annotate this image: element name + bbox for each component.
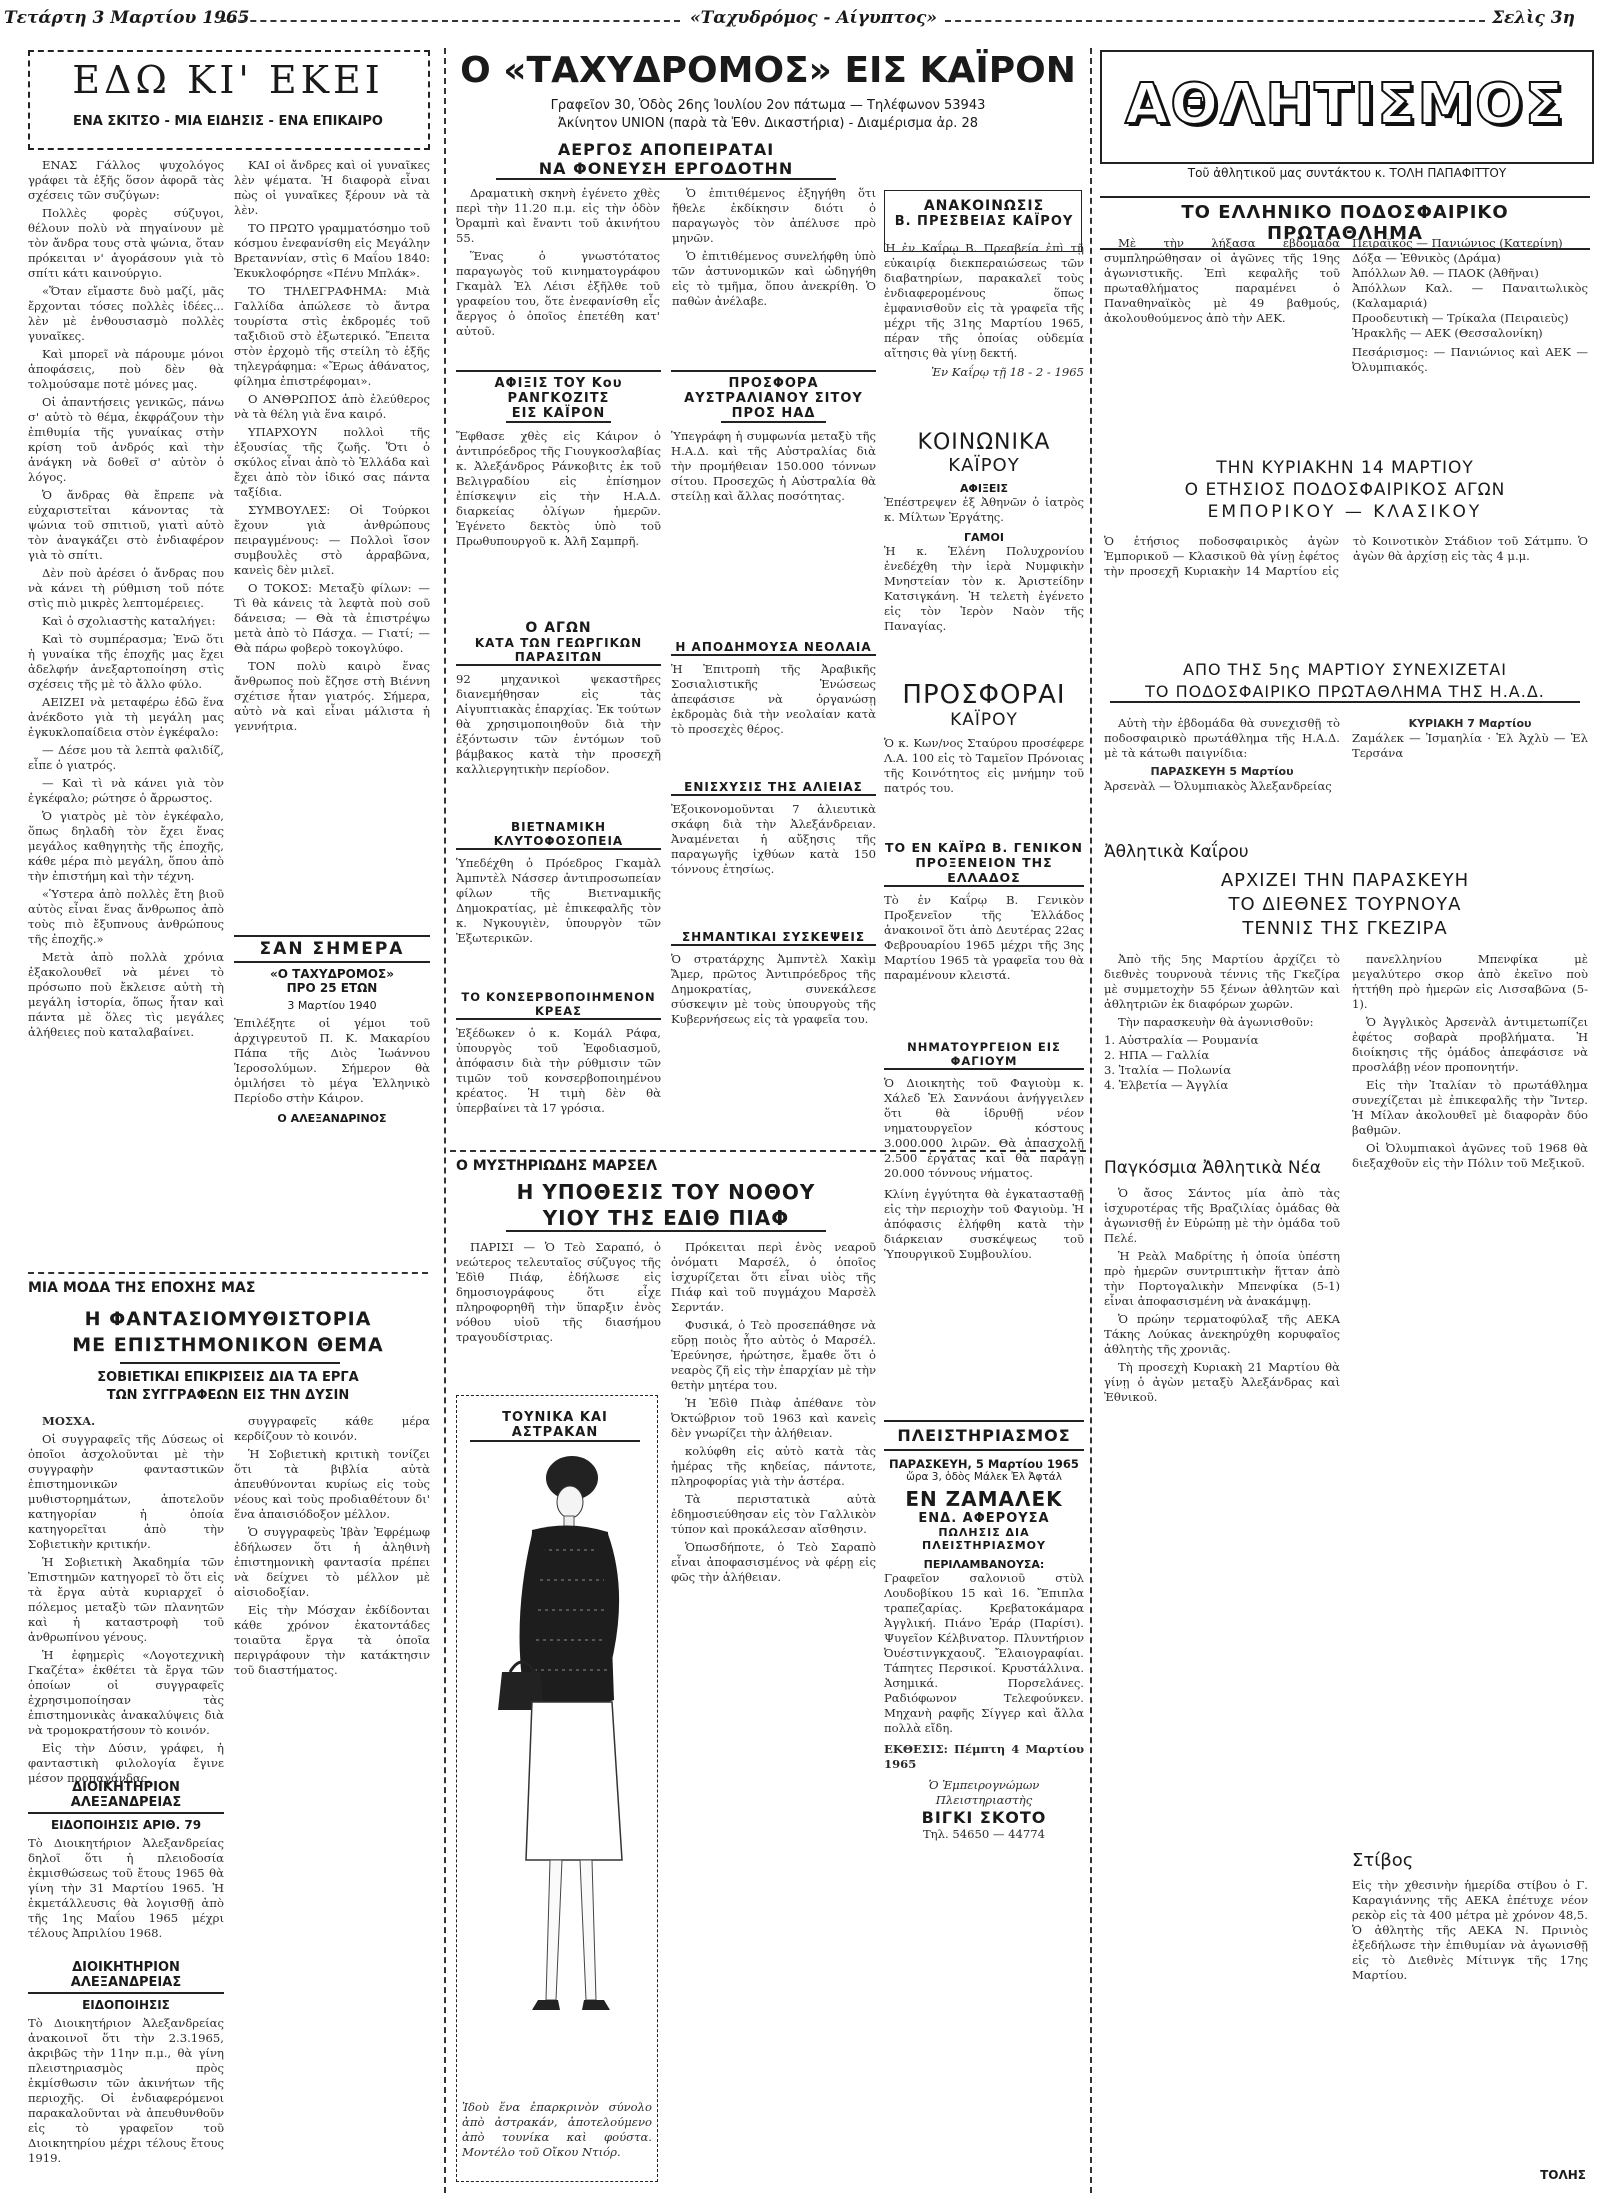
article-vietnam — [456, 820, 661, 980]
edo-para: «Ὅταν εἴμαστε δυὸ μαζί, μᾶς ἔρχονται τόσες πολλὲς ἰδέες... λὲν μὲ ἐνθουσιασμὸ πολλὲς γυναῖκες. — [28, 284, 224, 343]
result-row: Ἀπόλλων Ἀθ. — ΠΑΟΚ (Ἀθῆναι) — [1352, 266, 1539, 280]
auctioneer-name: ΒΙΓΚΙ ΣΚΟΤΟ — [921, 1808, 1047, 1827]
fashion-figure-illustration — [462, 1440, 652, 2080]
ergos-text — [456, 186, 876, 339]
edo-para: Καὶ μπορεῖ νὰ πάρουμε μόνοι ἀποφάσεις, ποὺ δὲν θὰ τολμούσαμε ποτὲ μόνες μας. — [28, 347, 224, 391]
col-sep-1 — [444, 48, 446, 2193]
greek-league-para: Μὲ τὴν λήξασα ἑβδομάδα συμπληρώθησαν οἱ ἀγῶνες τῆς 19ης ἀγωνιστικῆς. Ἐπὶ κεφαλῆς τοῦ πρωταθλήματος παραμένει ὁ Παναθηναϊκὸς μὲ 49 βαθμούς, ἀκολουθούμενος ἀπὸ τὴν ΑΕΚ. — [1104, 236, 1340, 325]
auctioneer: Ὁ Ἐμπειρογνώμων Πλειστηριαστὴς — [928, 1778, 1040, 1807]
san-simera-date: 3 Μαρτίου 1940 — [287, 999, 377, 1012]
fashion-title: ΤΟΥΝΙΚΑ ΚΑΙ ΑΣΤΡΑΚΑΝ — [470, 1410, 640, 1442]
edo-item: ΤΟ ΠΡΩΤΟ γραμματόσημο τοῦ κόσμου ἐνεφανίσθη εἰς Μεγάλην Βρεταννίαν, στὶς 6 Μαΐου 1840: Ἐκυκλοφόρησε «Πένυ Μπλάκ». — [234, 221, 430, 280]
had-title-1: ΑΠΟ ΤΗΣ 5ης ΜΑΡΤΙΟΥ ΣΥΝΕΧΙΖΕΤΑΙ — [1183, 660, 1507, 679]
koinonika-title-2: ΚΑΪΡΟΥ — [948, 455, 1020, 476]
sitou-text: Ὑπεγράφη ἡ συμφωνία μεταξὺ τῆς Η.Α.Δ. καὶ τῆς Αὐστραλίας διὰ τὴν προμήθειαν 150.000 τόννων σίτου. Προσεχῶς ἡ Αὐστραλία θὰ στείλῃ καὶ ἄλλας ποσότητας. — [671, 429, 876, 503]
cairo-address-1: Γραφεῖον 30, Ὁδὸς 26ης Ἰουλίου 2ον πάτωμα — Τηλέφωνον 53943 — [550, 98, 986, 113]
nothou-para: Τὰ περιστατικὰ αὐτὰ ἐδημοσιεύθησαν εἰς τὸν Γαλλικὸν τύπον καὶ προκάλεσαν αἴσθησιν. — [671, 1492, 876, 1536]
notice-2-sub: ΕΙΔΟΠΟΙΗΣΙΣ — [82, 1998, 170, 2012]
prosforai-text: Ὁ κ. Κων/νος Σταύρου προσέφερε Λ.Α. 100 εἰς τὸ Ταμεῖον Πρόνοιας τῆς Κοινότητος εἰς μνήμην τοῦ πατρός του. — [884, 736, 1084, 795]
article-sitou — [671, 370, 876, 636]
edo-para: — Καὶ τὶ νὰ κάνει γιὰ τὸν ἐγκέφαλο; ρώτησε ὁ ἄρρωστος. — [28, 776, 224, 805]
proxeneion — [884, 840, 1084, 1030]
nothou-para: κολύφθη εἰς αὐτὸ κατὰ τὰς ἡμέρας τῆς κηδείας, πάντοτε, πληροφορίας γιὰ τὴν ἀστέρα. — [671, 1444, 876, 1488]
prosforai-title-1: ΠΡΟΣΦΟΡΑΙ — [902, 680, 1066, 710]
paper-name: «Ταχυδρόμος - Αίγυπτος» — [690, 8, 937, 28]
moda-para: συγγραφεῖς κάθε μέρα κερδίζουν τὸ κοινόν. — [234, 1414, 430, 1443]
had-day-2: ΚΥΡΙΑΚΗ 7 Μαρτίου — [1408, 717, 1532, 730]
notice-1-title: ΔΙΟΙΚΗΤΗΡΙΟΝ ΑΛΕΞΑΝΔΡΕΙΑΣ — [28, 1780, 224, 1814]
moda-para: Ὁ συγγραφεὺς Ἰβὰν Ἐφρέμωφ ἐδήλωσεν ὅτι ἡ ἀληθινὴ ἐπιστημονικὴ φαντασία πρέπει νὰ δείχνει τὸ μέλλον μὲ αἰσιοδοξίαν. — [234, 1525, 430, 1599]
edo-para: — Δέσε μου τὰ λεπτὰ φαλιδίζ, εἶπε ὁ γιατρός. — [28, 743, 224, 772]
afixeis-head: ΑΦΙΞΕΙΣ — [959, 482, 1009, 495]
anakoinosis-box — [884, 190, 1082, 252]
edo-para: Δὲν ποὺ ἀρέσει ὁ ἄνδρας που νὰ κάνει τὴ ρύθμιση τοῦ πότε στὶς πιὸ μικρὲς λεπτομέρειες. — [28, 566, 224, 610]
edo-para: Ὁ γιατρὸς μὲ τὸν ἐγκέφαλο, ὅπως δηλαδὴ τὸν ἔχει ἕνας μεγάλος καθηγητὴς τῆς ἐποχῆς, κάθε μέρα πιὸ μεγάλη, ὅπου ἀπὸ τὴν ἐπιστήμη καὶ τὴν τέχνη. — [28, 809, 224, 883]
notice-1-text: Τὸ Διοικητήριον Ἀλεξανδρείας δηλοῖ ὅτι ἡ πλειοδοσία ἐκμισθώσεως τοῦ ἔτους 1965 θὰ γίνη τὴν 31 Μαρτίου 1965. Ἡ ἐκμετάλλευσις θὰ λογισθῇ ἀπὸ τῆς 1ης Μαΐου 1965 μέχρι τέλους Ἀπριλίου 1968. — [28, 1836, 224, 1940]
rangkosits-title-2: ΕΙΣ ΚΑΪΡΟΝ — [506, 406, 611, 423]
tennis-match: 3. Ἰταλία — Πολωνία — [1104, 1063, 1232, 1077]
nothou-title-2: ΥΙΟΥ ΤΗΣ ΕΔΙΘ ΠΙΑΦ — [506, 1206, 826, 1232]
moda-para: Εἰς τὴν Μόσχαν ἐκδίδονται κάθε χρόνον ἑκατοντάδες τοιαῦτα ἔργα τὰ ὁποῖα περιγράφουν τὴν κατάκτησιν τοῦ διαστήματος. — [234, 1603, 430, 1677]
moda-rule — [28, 1272, 428, 1274]
edo-item: ΥΠΑΡΧΟΥΝ πολλοὶ τῆς ἐξουσίας τῆς ζωῆς. Ὅτι ὁ σκύλος εἶναι ἀπὸ τὸ Ἑλλάδα καὶ ἔχει ἀπὸ τὸν ἰδικό σας πάντα ταξίδια. — [234, 425, 430, 499]
moda-title-2: ΜΕ ΕΠΙΣΤΗΜΟΝΙΚΟΝ ΘΕΜΑ — [72, 1334, 384, 1356]
notice-1-sub: ΕΙΔΟΠΟΙΗΣΙΣ ΑΡΙΘ. 79 — [50, 1818, 202, 1832]
had-text — [1104, 716, 1340, 836]
auction-date: ΠΑΡΑΣΚΕΥΗ, 5 Μαρτίου 1965 — [889, 1457, 1079, 1471]
moda-para: Ἡ Σοβιετικὴ Ἀκαδημία τῶν Ἐπιστημῶν κατηγορεῖ τὸ ὅτι εἰς τὰ ἔργα αὐτὰ κυριαρχεῖ ὁ πόλεμος μεταξὺ τῶν πλανητῶν καὶ ἡ καταστροφὴ τοῦ ἀνθρωπίνου γένους. — [28, 1555, 224, 1644]
edo-para: ΑΕΙΖΕΙ νὰ μεταφέρω ἐδῶ ἕνα ἀνέκδοτο γιὰ τὴ μεγάλη μας ἐγκυκλοπαίδεια στὸν ἐγκέφαλο: — [28, 695, 224, 739]
gamoi-text: Ἡ κ. Ἑλένη Πολυχρονίου ἐνεδέχθη τὴν ἱερὰ Νυμφικὴν Μνηστείαν τὸν κ. Ἀριστείδην Κατσιγκάνη. Ἡ τελετὴ ἐγένετο εἰς τὸν Ἱερὸν Ναὸν τῆς Παναγίας. — [884, 544, 1084, 633]
auction-place: ΕΝ ΖΑΜΑΛΕΚ — [905, 1487, 1063, 1511]
neolaia-text: Ἡ Ἐπιτροπὴ τῆς Ἀραβικῆς Σοσιαλιστικῆς Ἑνώσεως ἀπεφάσισε νὰ ὀργανώσῃ ἐκδρομὰς διὰ τὴν νεολαίαν κατὰ τὸ προσεχὲς θέρος. — [671, 662, 876, 736]
top-dotted-rule — [220, 20, 680, 22]
agon-title-1: Ο ΑΓΩΝ — [525, 620, 592, 636]
tennis-list-head: Τὴν παρασκευὴν θὰ ἀγωνισθοῦν: — [1118, 1015, 1314, 1029]
had-title-2: ΤΟ ΠΟΔΟΣΦΑΙΡΙΚΟ ΠΡΩΤΑΘΛΗΜΑ ΤΗΣ Η.Α.Δ. — [1110, 682, 1580, 703]
notice-1 — [28, 1780, 224, 1950]
article-rangkosits — [456, 370, 661, 616]
result-row: Ἀπόλλων Καλ. — Παναιτωλικὸς (Καλαμαριά) — [1352, 281, 1588, 310]
edo-column-1 — [28, 158, 224, 1208]
tennis-para: Ἀπὸ τῆς 5ης Μαρτίου ἀρχίζει τὸ διεθνὲς τουρνουὰ τέννις τῆς Γκεζίρα μὲ συμμετοχὴν 55 ξένων ἀθλητῶν καὶ ἀθλητριῶν ἐκ διαφόρων χωρῶν. — [1104, 952, 1340, 1011]
anakoinosis-sign: Ἐν Καΐρῳ τῇ 18 - 2 - 1965 — [931, 365, 1084, 379]
had-text-2 — [1352, 716, 1588, 836]
top-dotted-rule-2 — [945, 20, 1485, 22]
san-simera-sub2: ΠΡΟ 25 ΕΤΩΝ — [286, 981, 378, 995]
edo-para: Μετὰ ἀπὸ πολλὰ χρόνια ἐξακολουθεῖ νὰ μένει τὸ πρόσωπο ποὺ ἔκλεισε αὐτὴ τὴ μεγάλη ἱστορία, ὅπως ἦταν καὶ πάντα μὲ ὅλες τὶς μεγάλες ἀλήθειες ποὺ καταλαβαίνει. — [28, 950, 224, 1039]
auction-items-head: ΠΕΡΙΛΑΜΒΑΝΟΥΣΑ: — [923, 1558, 1045, 1571]
proxeneion-title-2: ΠΡΟΞΕΝΕΙΟΝ ΤΗΣ ΕΛΛΑΔΟΣ — [884, 855, 1084, 887]
marsel-kicker: Ο ΜΥΣΤΗΡΙΩΔΗΣ ΜΑΡΣΕΛ — [456, 1158, 658, 1174]
edo-para: Οἱ ἀπαντήσεις γενικῶς, πάνω σ' αὐτὸ τὸ θέμα, ἐκφράζουν τὴν ἐπιθυμία τῆς γυναίκας στὴν κρίση τοῦ ἀνδρός καὶ τὴν ἀνάγκη νὰ δοθεῖ σ' αὐτὸν ὁ λόγος. — [28, 395, 224, 484]
san-simera-sub1: «Ο ΤΑΧΥΔΡΟΜΟΣ» — [270, 967, 394, 981]
result-row: Ἡρακλῆς — ΑΕΚ (Θεσσαλονίκη) — [1352, 326, 1543, 340]
notice-2 — [28, 1960, 224, 2192]
sitou-title-1: ΠΡΟΣΦΟΡΑ ΑΥΣΤΡΑΛΙΑΝΟΥ ΣΙΤΟΥ — [684, 376, 863, 406]
article-ergos — [456, 140, 876, 365]
pagkosmia-para: Ὁ ἄσος Σάντος μία ἀπὸ τὰς ἰσχυροτέρας τῆς Βραζιλίας ὁμάδας θὰ ἀγωνισθῇ ἐν Εὐρώπῃ μὲ τὴν ὁμάδα τοῦ Πελέ. — [1104, 1186, 1340, 1245]
had-day-1: ΠΑΡΑΣΚΕΥΗ 5 Μαρτίου — [1150, 765, 1294, 778]
prosforai-title-2: ΚΑΪΡΟΥ — [950, 710, 1018, 730]
article-neolaia — [671, 640, 876, 770]
nimatourgeion-text: Ὁ Διοικητὴς τοῦ Φαγιοὺμ κ. Χάλεδ Ἐλ Σαννάουι ἀνήγγειλεν ὅτι θὰ ἱδρυθῇ νέον νηματουργεῖον κόστους 3.000.000 λιρῶν. Θὰ ἀπασχολῇ 2.500 ἐργάτας καὶ θὰ παράγῃ 20.000 τόννους νήματος. — [884, 1076, 1084, 1180]
san-simera — [234, 935, 430, 1265]
stivos-text: Εἰς τὴν χθεσινὴν ἡμερίδα στίβου ὁ Γ. Καραγιάννης τῆς ΑΕΚΑ ἐπέτυχε νέον ρεκὸρ εἰς τὰ 400 μέτρα μὲ χρόνον 48,5. Ὁ ἀθλητὴς τῆς ΑΕΚΑ Ν. Πρινιὸς ἐξεδήλωσε τὴν ἐπιθυμίαν νὰ ἀγωνισθῇ εἰς τὸ Διεθνὲς Μίτινγκ τῆς 17ης Μαρτίου. — [1352, 1878, 1588, 1982]
prosforai — [884, 680, 1084, 830]
alieia-text: Ἐξοικονομοῦνται 7 ἁλιευτικὰ σκάφη διὰ τὴν Ἀλεξάνδρειαν. Ἀναμένεται ἡ αὔξησις τῆς παραγωγῆς ἰχθύων κατὰ 150 τόννους ἐτησίως. — [671, 802, 876, 876]
koinonika — [884, 430, 1084, 670]
nothou-col-1 — [456, 1240, 661, 1390]
moda-title-1: Η ΦΑΝΤΑΣΙΟΜΥΘΙΣΤΟΡΙΑ — [84, 1308, 372, 1330]
pagkosmia-col-1 — [1104, 1186, 1340, 2191]
sports-editor: Τοῦ ἀθλητικοῦ μας συντάκτου κ. ΤΟΛΗ ΠΑΠΑΦΙΤΤΟΥ — [1187, 166, 1507, 180]
tennis-match: 1. Αὐστραλία — Ρουμανία — [1104, 1033, 1259, 1047]
had-games-2: Ζαμάλεκ — Ἰσμαηλία · Ἐλ Ἀχλὺ — Ἐλ Τερσάνα — [1352, 731, 1588, 760]
rangkosits-text: Ἔφθασε χθὲς εἰς Κάιρον ὁ ἀντιπρόεδρος τῆς Γιουγκοσλαβίας κ. Ἀλεξάνδρος Ράνκοβιτς ἐκ τοῦ Βελιγραδίου εἰς ἐπίσημον ἐπίσκεψιν εἰς τὴν Η.Α.Δ. διαρκείας ὀλίγων ἡμερῶν. Ἐγένετο δεκτὸς ὑπὸ τοῦ Πρωθυπουργοῦ κ. Ἀλῆ Σαμπρῆ. — [456, 429, 661, 548]
afixeis-text: Ἐπέστρεψεν ἐξ Ἀθηνῶν ὁ ἰατρὸς κ. Μίλτων Ἐργάτης. — [884, 495, 1084, 524]
san-simera-sign: Ο ΑΛΕΞΑΝΔΡΙΝΟΣ — [277, 1112, 387, 1125]
pagkosmia-para: Τὴ προσεχὴ Κυριακὴ 21 Μαρτίου θὰ γίνῃ ὁ ἀγὼν μεταξὺ Ἀλεξάνδρας καὶ Ἐθνικοῦ. — [1104, 1360, 1340, 1404]
col-sep-2 — [1090, 48, 1092, 2193]
issue-date: Τετάρτη 3 Μαρτίου 1965 — [4, 8, 250, 28]
result-row: Πειραϊκὸς — Πανιώνιος (Κατερίνη) — [1352, 236, 1563, 250]
nothou-title-1: Η ΥΠΟΘΕΣΙΣ ΤΟΥ ΝΟΘΟΥ — [516, 1180, 816, 1204]
moda-para: Οἱ συγγραφεῖς τῆς Δύσεως οἱ ὁποῖοι ἀσχολοῦνται μὲ τὴν συγγραφὴν φανταστικῶν ἐπιστημονικῶν μυθιστορημάτων, ἀποτελοῦν κατηγορίαν ἡ ὁποία κατηγορεῖται ἀπὸ τὴν Σοβιετικὴν κριτικήν. — [28, 1432, 224, 1551]
kreas-title: ΤΟ ΚΟΝΣΕΡΒΟΠΟΙΗΜΕΝΟΝ ΚΡΕΑΣ — [456, 990, 661, 1020]
pleistiriasmos-title: ΠΛΕΙΣΤΗΡΙΑΣΜΟΣ — [884, 1420, 1084, 1451]
auction-visit: ΕΚΘΕΣΙΣ: Πέμπτη 4 Μαρτίου 1965 — [884, 1742, 1084, 1771]
had-para: Αὐτὴ τὴν ἑβδομάδα θὰ συνεχισθῇ τὸ ποδοσφαιρικὸ πρωτάθλημα τῆς Η.Α.Δ. μὲ τὰ κάτωθι παιγνίδια: — [1104, 716, 1340, 760]
gamoi-head: ΓΑΜΟΙ — [964, 531, 1004, 544]
rangkosits-title-1: ΑΦΙΞΙΣ ΤΟΥ Κου ΡΑΝΓΚΟΖΙΤΣ — [494, 376, 623, 406]
ergos-para: Ὁ ἐπιτιθέμενος συνελήφθη ὑπὸ τῶν ἀστυνομικῶν καὶ ὡδηγήθη εἰς τὸ τμῆμα, ὅπου ἀνεκρίθη. Ὁ παθὼν ἀνέλαβε. — [672, 249, 876, 308]
vietnam-title: ΒΙΕΤΝΑΜΙΚΗ ΚΛΥΤΟΦΟΣΟΠΕΙΑ — [456, 820, 661, 850]
article-alieia — [671, 780, 876, 920]
ergos-title-2: ΝΑ ΦΟΝΕΥΣΗ ΕΡΓΟΔΟΤΗΝ — [496, 159, 836, 180]
ergos-title-1: ΑΕΡΓΟΣ ΑΠΟΠΕΙΡΑΤΑΙ — [557, 140, 775, 159]
cairo-masthead: Ο «ΤΑΧΥΔΡΟΜΟΣ» ΕΙΣ ΚΑΪΡΟΝ — [460, 50, 1076, 91]
notice-2-text: Τὸ Διοικητήριον Ἀλεξανδρείας ἀνακοινοῖ ὅτι τὴν 2.3.1965, ἀκριβῶς τὴν 11ην π.μ., θὰ γίνη πλειστηριασμὸς πρὸς ἐκμίσθωσιν τῶν ἀκινήτων τῆς περιοχῆς. Οἱ ἐνδιαφερόμενοι παρακαλοῦνται νὰ ἀπευθυνθοῦν εἰς τὸ γραφεῖον τοῦ Διοικητηρίου μέχρι τέλους ἔτους 1919. — [28, 2016, 224, 2165]
result-row: Πεσάρισμος: — Πανιώνιος καὶ ΑΕΚ — Ὀλυμπιακός. — [1352, 345, 1588, 374]
edo-para: Καὶ ὁ σχολιαστὴς καταλήγει: — [42, 614, 216, 628]
edo-item: Ο ΑΝΘΡΩΠΟΣ ἀπὸ ἐλεύθερος νὰ τὰ θέλη γιὰ ἕνα καιρό. — [234, 392, 430, 421]
nimatourgeion-text-2: Κλίνη ἐγγύτητα θὰ ἐγκατασταθῇ εἰς τὴν περιοχὴν τοῦ Φαγιοὺμ. Ἡ ἀπόφασις ἐλήφθη κατὰ τὴν διάρκειαν συσκέψεως τοῦ Ὑπουργικοῦ Συμβουλίου. — [884, 1187, 1084, 1261]
sitou-title-2: ΠΡΟΣ ΗΑΔ — [721, 406, 826, 423]
auction-kind-2: ΠΩΛΗΣΙΣ ΔΙΑ ΠΛΕΙΣΤΗΡΙΑΣΜΟΥ — [922, 1526, 1046, 1552]
anakoinosis — [884, 190, 1084, 420]
ergos-para: Ἕνας ὁ γνωστότατος παραγωγὸς τοῦ κινηματογράφου Γκαμὰλ Ἐλ Λέισι ἐξῆλθε τοῦ γραφείου του, ὅτε ἐνεφανίσθη εἷς ἄεργος ὁ ὁποῖος ἐπετέθη κατ' αὐτοῦ. — [456, 249, 660, 338]
proxeneion-text: Τὸ ἐν Καΐρῳ Β. Γενικὸν Προξενεῖον τῆς Ἑλλάδος ἀνακοινοῖ ὅτι ἀπὸ Δευτέρας 22ας Φεβρουαρίου 1965 μέχρι τῆς 3ης Μαρτίου 1965 τὰ γραφεῖα του θὰ παραμένουν κλειστά. — [884, 893, 1084, 982]
fashion-caption: Ἰδοὺ ἕνα ἐπαρκρινὸν σύνολο ἀπὸ ἀστρακάν, ἀποτελούμενο ἀπὸ τουνίκα καὶ φούστα. Μοντέλο τοῦ Οἴκου Ντιόρ. — [462, 2100, 652, 2159]
greek-league-results — [1352, 236, 1588, 426]
kyriaki-title-2: Ο ΕΤΗΣΙΟΣ ΠΟΔΟΣΦΑΙΡΙΚΟΣ ΑΓΩΝ — [1184, 480, 1506, 500]
koinonika-title-1: ΚΟΙΝΩΝΙΚΑ — [917, 430, 1051, 455]
moda-sub-2: ΤΩΝ ΣΥΓΓΡΑΦΕΩΝ ΕΙΣ ΤΗΝ ΔΥΣΙΝ — [106, 1388, 350, 1403]
edo-para: Ὁ ἄνδρας θὰ ἔπρεπε νὰ εὐχαριστεῖται κάνοντας τὰ ψώνια τοῦ σπιτιοῦ, γιατὶ αὐτὸ τὸν ἀναγκάζει στὸ ἐνδιαφέρον γιὰ τὸ σπίτι. — [28, 488, 224, 562]
athletika-kairou: Ἀθλητικὰ Καΐρου — [1104, 842, 1249, 862]
moda-column-2 — [234, 1414, 430, 2184]
kyriaki-title-1: ΤΗΝ ΚΥΡΙΑΚΗΝ 14 ΜΑΡΤΙΟΥ — [1216, 458, 1474, 478]
edo-subtitle: ΕΝΑ ΣΚΙΤΣΟ - ΜΙΑ ΕΙΔΗΣΙΣ - ΕΝΑ ΕΠΙΚΑΙΡΟ — [73, 114, 383, 129]
agon-text: 92 μηχανικοὶ ψεκαστῆρες διανεμήθησαν εἰς τὰς Αἰγυπτιακὰς ἐπαρχίας. Ἐκ τούτων θὰ χρησιμοποιηθοῦν διὰ τὴν ἐξόντωσιν τῶν ἐντόμων τοῦ βάμβακος κατὰ τὴν προσεχῆ καλλιεργητικὴν περίοδον. — [456, 672, 661, 776]
edo-para: Πολλὲς φορὲς σύζυγοι, θέλουν πολὺ νὰ πηγαίνουν μὲ τὸν ἄνδρα τους στὰ ψώνια, ὅταν πρόκειται ν' ἀγοράσουν γιὰ τὸ σπίτι κάτι καινούργιο. — [28, 206, 224, 280]
edo-para: Καὶ τὸ συμπέρασμα; Ἐνῶ ὅτι ἡ γυναίκα τῆς ἐποχῆς μας ἔχει ἀδελφήν ἀνεξαρτοποίηση στὶς σχέσεις τῆς μὲ τὸ ἄλλο φύλο. — [28, 632, 224, 691]
sports-col2-para: Ὁ Ἀγγλικὸς Ἀρσενὰλ ἀντιμετωπίζει ἐφέτος σοβαρὰ προβλήματα. Ἡ διοίκησις τῆς ὁμάδος ἀπεφάσισε νὰ προσλάβῃ νέον προπονητήν. — [1352, 1015, 1588, 1074]
tennis-title-1: ΑΡΧΙΖΕΙ ΤΗΝ ΠΑΡΑΣΚΕΥΗ — [1220, 870, 1470, 891]
syskepsis-text: Ὁ στρατάρχης Ἀμπντὲλ Χακὶμ Ἄμερ, πρῶτος Ἀντιπρόεδρος τῆς Δημοκρατίας, συνεκάλεσε σύσκεψιν μὲ τοὺς ὑπουργοὺς τῆς Κυβερνήσεως εἰς τὰ γραφεῖα του. — [671, 952, 876, 1026]
ergos-para: Ὁ ἐπιτιθέμενος ἐξηγήθη ὅτι ἤθελε ἐκδίκησιν διότι ὁ παραγωγὸς τὸν ἀπέλυσε πρὸ μηνῶν. — [672, 186, 876, 245]
anakoinosis-title-2: Β. ΠΡΕΣΒΕΙΑΣ ΚΑΪΡΟΥ — [894, 214, 1074, 229]
vietnam-text: Ὑπεδέχθη ὁ Πρόεδρος Γκαμὰλ Ἀμπντὲλ Νάσσερ ἀντιπροσωπείαν φίλων τῆς Βιετναμικῆς Δημοκρατίας, μὲ ἐπικεφαλῆς τὸν κ. Νγκουγιὲν, ὑπουργὸν τῶν Ἐξωτερικῶν. — [456, 856, 661, 945]
had-games-1: Ἀρσενὰλ — Ὀλυμπιακὸς Ἀλεξανδρείας — [1104, 779, 1332, 793]
nothou-para: Ὁπωσδήποτε, ὁ Τεὸ Σαραπὸ εἶναι ἀποφασισμένος νὰ φέρῃ εἰς φῶς τὴν ἀλήθειαν. — [671, 1540, 876, 1584]
san-simera-title: ΣΑΝ ΣΗΜΕΡΑ — [234, 935, 430, 963]
proxeneion-title-1: ΤΟ ΕΝ ΚΑΪΡΩ Β. ΓΕΝΙΚΟΝ — [884, 840, 1084, 855]
edo-item: ΣΥΜΒΟΥΛΕΣ: Οἱ Τούρκοι ἔχουν γιὰ ἀνθρώπους πειραγμένους: — Πολλοὶ ἴσον συμβουλὲς στὸ ἀρραβῶνα, κανεὶς δὲν μιλεῖ. — [234, 503, 430, 577]
edo-column-2 — [234, 158, 430, 778]
edo-item: ΤΟ ΤΗΛΕΓΡΑΦΗΜΑ: Μιὰ Γαλλίδα ἀπώλεσε τὸ ἄντρα τουρίστα στὶς ἐκδρομές τοῦ ταξιδιοῦ στὸ ἐξωτερικό. Ἔπειτα στὸν ἐρχομὸ τῆς στείλη τὸ ἑξῆς τηλεγράφημα: «Ἔρως ἀθάνατος, φίλημα ἐπιστρέφομαι». — [234, 284, 430, 388]
moda-kicker: ΜΙΑ ΜΟΔΑ ΤΗΣ ΕΠΟΧΗΣ ΜΑΣ — [28, 1280, 256, 1296]
moda-para: Ἡ Σοβιετικὴ κριτικὴ τονίζει ὅτι τὰ βιβλία αὐτὰ ἀπευθύνονται κυρίως εἰς τοὺς νέους καὶ τοὺς προδιαθέτουν δι' ἕνα ἀπαισιόδοξον μέλλον. — [234, 1447, 430, 1521]
syskepsis-title: ΣΗΜΑΝΤΙΚΑΙ ΣΥΣΚΕΨΕΙΣ — [671, 930, 876, 946]
pagkosmia-para: Ἡ Ρεὰλ Μαδρίτης ἡ ὁποία ὑπέστη πρὸ ἡμερῶν συντριπτικὴν ἥτταν ἀπὸ τὴν Πορτογαλικὴν Μπενφίκα (5-1) εἶναι ἀποφασισμένη νὰ ἀνακάμψῃ. — [1104, 1249, 1340, 1308]
san-simera-text: Ἐπιλέξητε οἱ γέμοι τοῦ ἀρχιγρευτοῦ Π. Κ. Μακαρίου Πάπα τῆς Διὸς Ἰωάννου Ἱεροσολύμων. Σήμερον θὰ ὁμιλήσει τὸ μέγα Ἑλληνικὸ Περίοδο στὴν Κάιρον. — [234, 1016, 430, 1105]
sports-sign: ΤΟΛΗΣ — [1540, 2168, 1586, 2182]
sports-col2-para: Εἰς τὴν Ἰταλίαν τὸ πρωτάθλημα συνεχίζεται μὲ ἐπικεφαλῆς τὴν Ἴντερ. Ἡ Μίλαν ἀκολουθεῖ μὲ διαφορὰν δύο βαθμῶν. — [1352, 1078, 1588, 1137]
edo-para: «Ὑστερα ἀπὸ πολλὲς ἔτη βιοῦ αὐτὸς εἶναι ἕνας ἄνθρωπος ἀπὸ τοὺς πιὸ ἔξυπνους ἀνθρώπους τῆς ἐποχῆς.» — [28, 887, 224, 946]
sports-banner: ΑΘΛΗΤΙΣΜΟΣ — [1124, 72, 1566, 137]
nothou-para: Πρόκειται περὶ ἑνὸς νεαροῦ ὀνόματι Μαρσέλ, ὁ ὁποῖος ἰσχυρίζεται ὅτι εἶναι υἱὸς τῆς Πιάφ καὶ τοῦ πυγμάχου Μαρσὲλ Σερντάν. — [671, 1240, 876, 1314]
auctioneer-phone: Τηλ. 54650 — 44774 — [922, 1827, 1046, 1841]
alieia-title: ΕΝΙΣΧΥΣΙΣ ΤΗΣ ΑΛΙΕΙΑΣ — [671, 780, 876, 796]
sports-col2-para: Οἱ Ὀλυμπιακοὶ ἀγῶνες τοῦ 1968 θὰ διεξαχθοῦν εἰς τὴν Πόλιν τοῦ Μεξικοῦ. — [1352, 1141, 1588, 1170]
agon-title-2: ΚΑΤΑ ΤΩΝ ΓΕΩΡΓΙΚΩΝ ΠΑΡΑΣΙΤΩΝ — [456, 636, 661, 666]
greek-league-text — [1104, 236, 1340, 426]
moda-rule-2 — [120, 1362, 340, 1364]
sports-col2-para: πανελληνίου Μπενφίκα μὲ μεγαλύτερο σκορ ἀπὸ ἐκεῖνο ποὺ ἡττήθη πρὸ ἡμερῶν εἰς Λισσαβῶνα (5-1). — [1352, 952, 1588, 1011]
cairo-address-2: Ἀκίνητον UNION (παρὰ τὰ Ἐθν. Δικαστήρια) - Διαμέρισμα ἀρ. 28 — [557, 116, 979, 131]
moda-sub-1: ΣΟΒΙΕΤΙΚΑΙ ΕΠΙΚΡΙΣΕΙΣ ΔΙΑ ΤΑ ΕΡΓΑ — [97, 1370, 359, 1385]
kyriaki-title-3: ΕΜΠΟΡΙΚΟΥ — ΚΛΑΣΙΚΟΥ — [1207, 502, 1483, 522]
tennis-text — [1104, 952, 1340, 1152]
anakoinosis-text: Ἡ ἐν Καΐρῳ Β. Πρεσβεία ἐπὶ τῇ εὐκαιρίᾳ διεκπεραιώσεως τῶν διαβατηρίων, παρακαλεῖ τοὺς ἐνδιαφερομένους ὅπως ἐμφανισθοῦν εἰς τὰ γραφεῖα τῆς μέχρι τῆς 31ης Μαρτίου 1965, πέραν τῆς ὁποίας οὐδεμία αἴτησις θὰ γίνῃ δεκτή. — [884, 241, 1084, 360]
moda-para: Ἡ ἐφημερὶς «Λογοτεχνικὴ Γκαζέτα» ἐκθέτει τὰ ἔργα τῶν ὁποίων οἱ συγγραφεῖς ἐχρησιμοποίησαν τὰς ἐπιστημονικὰς ἀνακαλύψεις διὰ νὰ τρομοκρατήσουν τὸ κοινόν. — [28, 1648, 224, 1737]
tennis-title-2: ΤΟ ΔΙΕΘΝΕΣ ΤΟΥΡΝΟΥΑ — [1228, 894, 1462, 915]
top-bar — [0, 0, 1600, 40]
ergos-para: Δραματικὴ σκηνὴ ἐγένετο χθὲς περὶ τὴν 11.20 π.μ. εἰς τὴν ὁδὸν Ὀραμπὶ καὶ ἔναντι τοῦ ἀκινήτου 55. — [456, 186, 660, 245]
edo-item: Ο ΤΟΚΟΣ: Μεταξὺ φίλων: — Τὶ θὰ κάνεις τὰ λεφτὰ ποὺ σοῦ δάνεισα; — Θὰ τὰ ἐπιστρέψω μετὰ ἀπὸ τὸ Πάσχα. — Γιατί; — Θὰ πάρω φοβερὸ τοκογλύφο. — [234, 581, 430, 655]
nimatourgeion-title: ΝΗΜΑΤΟΥΡΓΕΙΟΝ ΕΙΣ ΦΑΓΙΟΥΜ — [884, 1040, 1084, 1070]
pagkosmia-col-2 — [1352, 952, 1588, 1742]
moda-dateline: ΜΟΣΧΑ. — [42, 1414, 96, 1428]
edo-title: ΕΔΩ ΚΙ' ΕΚΕΙ — [72, 58, 384, 102]
article-agon — [456, 620, 661, 810]
article-kreas — [456, 990, 661, 1140]
neolaia-title: Η ΑΠΟΔΗΜΟΥΣΑ ΝΕΟΛΑΙΑ — [671, 640, 876, 656]
pleistiriasmos — [884, 1420, 1084, 2190]
tennis-match: 4. Ἑλβετία — Ἀγγλία — [1104, 1078, 1229, 1092]
tennis-match: 2. ΗΠΑ — Γαλλία — [1104, 1048, 1210, 1062]
stivos-title: Στίβος — [1352, 1850, 1414, 1871]
edo-item: ΚΑΙ οἱ ἄνδρες καὶ οἱ γυναῖκες λὲν ψέματα. Ἡ διαφορὰ εἶναι πὼς οἱ γυναῖκες ξέρουν νὰ τὰ λὲν. — [234, 158, 430, 217]
auction-time: ὥρα 3, ὁδὸς Μάλεκ Ἐλ Ἀφτάλ — [906, 1471, 1062, 1483]
pagkosmia-title: Παγκόσμια Ἀθλητικὰ Νέα — [1104, 1158, 1322, 1178]
kyriaki-text: Ὁ ἐτήσιος ποδοσφαιρικὸς ἀγὼν Ἐμπορικοῦ — Κλασικοῦ θὰ γίνῃ ἐφέτος τὴν προσεχῆ Κυριακὴν 14 Μαρτίου εἰς τὸ Κοινοτικὸν Στάδιον τοῦ Σάτμπυ. Ὁ ἀγὼν θὰ ἀρχίσῃ εἰς τὰς 4 μ.μ. — [1104, 534, 1588, 578]
result-row: Προοδευτικὴ — Τρίκαλα (Πειραιεὺς) — [1352, 311, 1569, 325]
nimatourgeion — [884, 1040, 1084, 1360]
page-number: Σελὶς 3η — [1492, 8, 1575, 28]
edo-para: ΕΝΑΣ Γάλλος ψυχολόγος γράφει τὰ ἑξῆς ὅσον ἀφορᾶ τὰς σχέσεις τῶν συζύγων: — [28, 158, 224, 202]
pagkosmia-para: Ὁ πρώην τερματοφύλαξ τῆς ΑΕΚΑ Τάκης Λούκας ἀνεκηρύχθη κορυφαῖος ἀθλητὴς τῆς χρονιᾶς. — [1104, 1312, 1340, 1356]
auction-items: Γραφεῖον σαλονιοῦ στὺλ Λουδοβίκου 15 καὶ 16. Ἔπιπλα τραπεζαρίας. Κρεβατοκάμαρα Ἀγγλική. Πιάνο Ἐράρ (Παρίσι). Ψυγεῖον Κέλβινατορ. Πλυντήριον Ὀυέστινγκχαουζ. Ἔλαιογραφίαι. Τάπητες Περσικοί. Κρυστάλλινα. Ἀσημικά. Πορσελάνες. Ραδιόφωνον Τελεφούνκεν. Μηχανὴ ραφῆς Σίγγερ καὶ ἄλλα πολλὰ εἴδη. — [884, 1571, 1084, 1735]
anakoinosis-title-1: ΑΝΑΚΟΙΝΩΣΙΣ — [923, 198, 1045, 214]
moda-column-1 — [28, 1414, 224, 1785]
result-row: Δόξα — Ἐθνικὸς (Δράμα) — [1352, 251, 1501, 265]
nothou-para: Ἡ Ἐδὶθ Πιὰφ ἀπέθανε τὸν Ὀκτώβριον τοῦ 1963 καὶ κανεὶς δὲν γνωρίζει τὴν ἀλήθειαν. — [671, 1396, 876, 1440]
nothou-col-2 — [671, 1240, 876, 2190]
notice-2-title: ΔΙΟΙΚΗΤΗΡΙΟΝ ΑΛΕΞΑΝΔΡΕΙΑΣ — [28, 1960, 224, 1994]
greek-league-title: ΤΟ ΕΛΛΗΝΙΚΟ ΠΟΔΟΣΦΑΙΡΙΚΟ ΠΡΩΤΑΘΛΗΜΑ — [1100, 196, 1590, 250]
kreas-text: Ἐξέδωκεν ὁ κ. Κομάλ Ράφα, ὑπουργὸς τοῦ Ἐφοδιασμοῦ, ἀπόφασιν διὰ τὴν ρύθμισιν τῶν τιμῶν τοῦ κονσερβοποιημένου κρέατος. Ἡ τιμὴ δὲν θὰ ὑπερβαίνει τὰ 17 γρόσια. — [456, 1026, 661, 1115]
nothou-para: Φυσικά, ὁ Τεὸ προσεπάθησε νὰ εὕρῃ ποιὸς ἦτο αὐτὸς ὁ Μαρσέλ. Ἐρεύνησε, ἠρώτησε, ἔμαθε ὅτι ὁ νεαρὸς ζῆ εἰς τὴν ἐπαρχίαν μὲ τὴν θετὴν μητέρα του. — [671, 1318, 876, 1392]
auction-kind-1: ΕΝΔ. ΑΦΕΡΟΥΣΑ — [918, 1511, 1050, 1526]
moda-para: Εἰς τὴν Δύσιν, γράφει, ἡ φανταστικὴ φιλολογία ἔγινε μέσον προπαγάνδας. — [28, 1741, 224, 1785]
edo-item: ΤΟΝ πολὺ καιρὸ ἕνας ἄνθρωπος ποὺ ἔζησε στὴ Βιέννη σχέτισε ἦταν γιατρός. Σήμερα, αὐτὸ νὰ καὶ εἶναι μάλιστα ἡ γεννήτρια. — [234, 659, 430, 733]
tennis-title-3: ΤΕΝΝΙΣ ΤΗΣ ΓΚΕΖΙΡΑ — [1242, 918, 1448, 939]
nothou-para: ΠΑΡΙΣΙ — Ὁ Τεὸ Σαραπό, ὁ νεώτερος τελευταῖος σύζυγος τῆς Ἐδὶθ Πιάφ, ἐδήλωσε εἰς δημοσιογράφους ὅτι εἶχε πληροφορηθῆ τὴν ὕπαρξιν ἐνὸς νόθου υἱοῦ τῆς διασήμου τραγουδίστριας. — [456, 1240, 661, 1344]
article-syskepsis — [671, 930, 876, 1140]
